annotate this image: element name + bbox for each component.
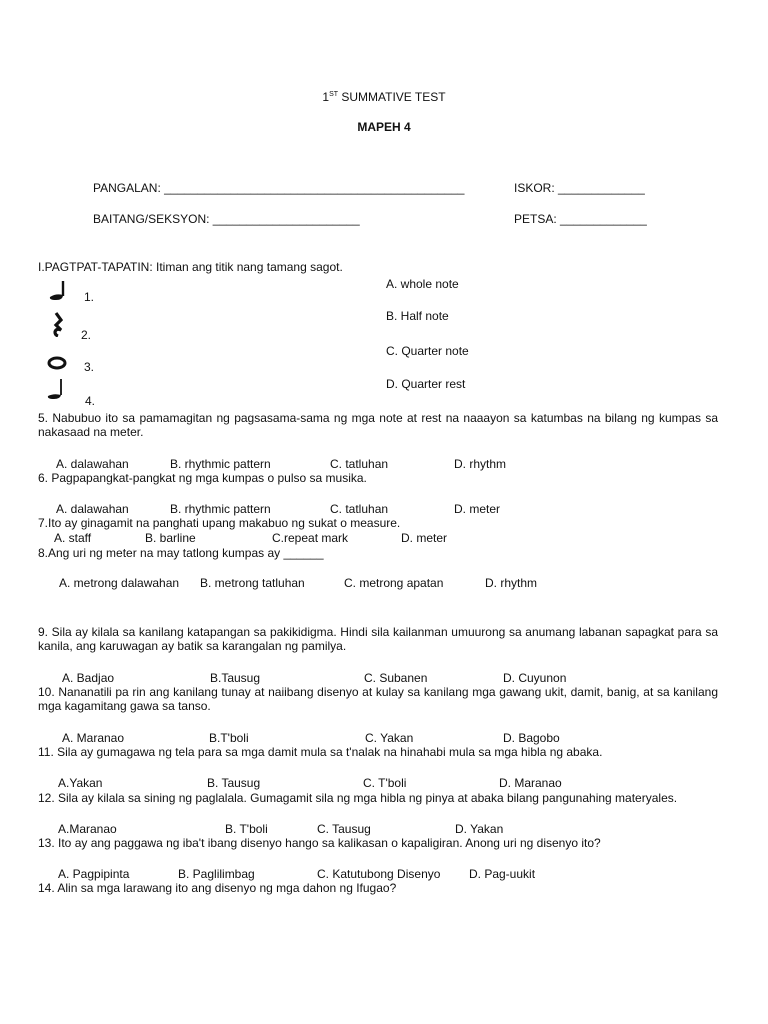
question-text: 11. Sila ay gumagawa ng tela para sa mga damit mula sa t'nalak na hinahabi mula sa mga hibla ng abaka.: [38, 745, 603, 759]
answer-choice: A. dalawahan: [56, 502, 129, 516]
answer-choice: A.Maranao: [58, 822, 117, 836]
answer-choice: C. Katutubong Disenyo: [317, 867, 441, 881]
name-field: PANGALAN: _____________________________________________: [93, 181, 465, 195]
answer-choice: B. Tausug: [207, 776, 261, 790]
answer-choice: D. Yakan: [455, 822, 504, 836]
matching-choice: D. Quarter rest: [386, 377, 466, 391]
answer-choice: D. Pag-uukit: [469, 867, 536, 881]
answer-choice: B. Paglilimbag: [178, 867, 255, 881]
matching-choice: B. Half note: [386, 309, 449, 323]
answer-choice: C. Yakan: [365, 731, 414, 745]
answer-choice: C. Subanen: [364, 671, 428, 685]
test-title-number: 1: [322, 90, 330, 104]
matching-choice: C. Quarter note: [386, 344, 469, 358]
question-text: 10. Nananatili pa rin ang kanilang tunay at naiibang disenyo at kulay sa kanilang mga gawang ukit, damit, banig, at sa kanilang mga kagamitang gawa sa tanso.: [38, 685, 718, 713]
subject-title: MAPEH 4: [357, 120, 411, 134]
answer-choice: A. Pagpipinta: [58, 867, 130, 881]
question-text: 7.Ito ay ginagamit na panghati upang makabuo ng sukat o measure.: [38, 516, 401, 530]
answer-choice: D. Cuyunon: [503, 671, 567, 685]
question-text: 8.Ang uri ng meter na may tatlong kumpas ay ______: [38, 546, 324, 560]
answer-choice: C. T'boli: [363, 776, 407, 790]
test-title-ordinal: ST: [329, 91, 339, 98]
answer-choice: C. tatluhan: [330, 457, 389, 471]
answer-choice: B.T'boli: [209, 731, 249, 745]
answer-choice: A. Maranao: [62, 731, 125, 745]
item-number: 3.: [84, 360, 95, 374]
test-title: [0, 88, 768, 104]
matching-choice: A. whole note: [386, 277, 459, 291]
answer-choice: A. Badjao: [62, 671, 115, 685]
answer-choice: B. rhythmic pattern: [170, 502, 271, 516]
answer-choice: D. rhythm: [454, 457, 507, 471]
quarter-note-icon: [44, 377, 68, 401]
answer-choice: D. rhythm: [485, 576, 538, 590]
answer-choice: D. meter: [454, 502, 501, 516]
answer-choice: D. Bagobo: [503, 731, 560, 745]
section-heading: I.PAGTPAT-TAPATIN: Itiman ang titik nang tamang sagot.: [38, 260, 343, 274]
answer-choice: C. Tausug: [317, 822, 371, 836]
half-note-icon: [44, 278, 72, 302]
question-text: 5. Nabubuo ito sa pamamagitan ng pagsasama-sama ng mga note at rest na naaayon sa katumbas na bilang ng kumpas sa nakasaad na meter.: [38, 411, 718, 439]
answer-choice: D. meter: [401, 531, 448, 545]
question-text: 6. Pagpapangkat-pangkat ng mga kumpas o pulso sa musika.: [38, 471, 367, 485]
item-number: 1.: [84, 290, 95, 304]
question-text: 14. Alin sa mga larawang ito ang disenyo ng mga dahon ng Ifugao?: [38, 881, 397, 895]
answer-choice: A. dalawahan: [56, 457, 129, 471]
test-title-text: SUMMATIVE TEST: [338, 90, 446, 104]
answer-choice: A.Yakan: [58, 776, 103, 790]
answer-choice: B. rhythmic pattern: [170, 457, 271, 471]
answer-choice: A. metrong dalawahan: [59, 576, 180, 590]
question-text: 13. Ito ay ang paggawa ng iba't ibang disenyo hango sa kalikasan o kapaligiran. Anong uri ng disenyo ito?: [38, 836, 601, 850]
answer-choice: B. barline: [145, 531, 196, 545]
answer-choice: B.Tausug: [210, 671, 261, 685]
answer-choice: C.repeat mark: [272, 531, 349, 545]
score-field: ISKOR: _____________: [514, 181, 645, 195]
item-number: 4.: [85, 394, 96, 408]
item-number: 2.: [81, 328, 92, 342]
date-field: PETSA: _____________: [514, 212, 647, 226]
answer-choice: B. T'boli: [225, 822, 268, 836]
grade-section-field: BAITANG/SEKSYON: ______________________: [93, 212, 360, 226]
answer-choice: A. staff: [54, 531, 92, 545]
question-text: 9. Sila ay kilala sa kanilang katapangan sa pakikidigma. Hindi sila kailanman umuurong sa anumang labanan sapagkat para sa kanila, ang karuwagan ay batik sa karangalan ng pamilya.: [38, 625, 718, 653]
question-text: 12. Sila ay kilala sa sining ng paglalala. Gumagamit sila ng mga hibla ng pinya at abaka bilang pangunahing materyales.: [38, 791, 678, 805]
answer-choice: D. Maranao: [499, 776, 562, 790]
answer-choice: C. metrong apatan: [344, 576, 444, 590]
answer-choice: C. tatluhan: [330, 502, 389, 516]
whole-note-icon: [46, 356, 68, 370]
quarter-rest-icon: [48, 311, 68, 337]
answer-choice: B. metrong tatluhan: [200, 576, 305, 590]
